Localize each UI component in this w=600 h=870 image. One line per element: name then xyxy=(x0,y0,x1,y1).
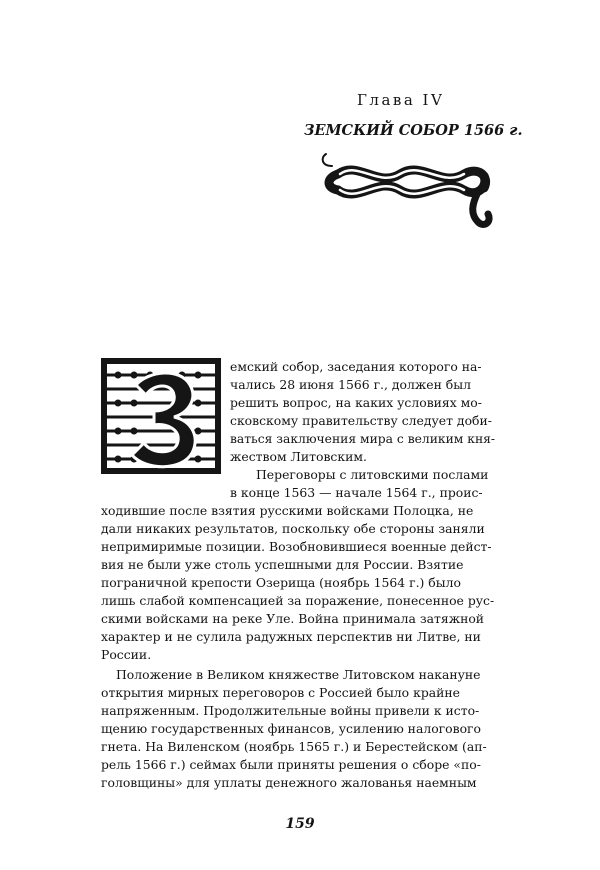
text-line: головщины» для уплаты денежного жалованья наемным xyxy=(101,775,477,790)
text-line: открытия мирных переговоров с Россией было крайне xyxy=(101,685,460,700)
text-line: ваться заключения мира с великим кня- xyxy=(230,431,496,446)
text-line: дали никаких результатов, поскольку обе стороны заняли xyxy=(101,521,485,536)
text-line: пограничной крепости Озерища (ноябрь 1564 г.) было xyxy=(101,575,461,590)
rope-knot-ornament xyxy=(318,152,496,228)
text-line: Положение в Великом княжестве Литовском накануне xyxy=(116,667,481,682)
text-line: в конце 1563 — начале 1564 г., проис- xyxy=(230,485,483,500)
text-line: рель 1566 г.) сеймах были приняты решения о сборе «по- xyxy=(101,757,481,772)
text-line: России. xyxy=(101,647,152,662)
text-line: жеством Литовским. xyxy=(230,449,367,464)
text-line: гнета. На Виленском (ноябрь 1565 г.) и Берестейском (ап- xyxy=(101,739,487,754)
text-line: щению государственных финансов, усилению налогового xyxy=(101,721,481,736)
drop-cap-initial xyxy=(100,357,222,475)
text-line: вия не были уже столь успешными для России. Взятие xyxy=(101,557,464,572)
text-line: непримиримые позиции. Возобновившиеся военные дейст- xyxy=(101,539,492,554)
text-line: чались 28 июня 1566 г., должен был xyxy=(230,377,471,392)
text-line: лишь слабой компенсацией за поражение, понесенное рус- xyxy=(101,593,495,608)
text-line: напряженным. Продолжительные войны привели к исто- xyxy=(101,703,480,718)
page-number: 159 xyxy=(285,816,315,832)
text-line: скими войсками на реке Уле. Война принимала затяжной xyxy=(101,611,485,626)
text-line: емский собор, заседания которого на- xyxy=(230,359,482,374)
text-line: решить вопрос, на каких условиях мо- xyxy=(230,395,482,410)
chapter-title: ЗЕМСКИЙ СОБОР 1566 г. xyxy=(304,122,523,139)
text-line: Переговоры с литовскими послами xyxy=(256,467,489,482)
text-line: характер и не сулила радужных перспектив ни Литве, ни xyxy=(101,629,481,644)
text-line: сковскому правительству следует доби- xyxy=(230,413,492,428)
text-line: ходившие после взятия русскими войсками Полоцка, не xyxy=(101,503,474,518)
chapter-label: Глава IV xyxy=(357,91,445,109)
